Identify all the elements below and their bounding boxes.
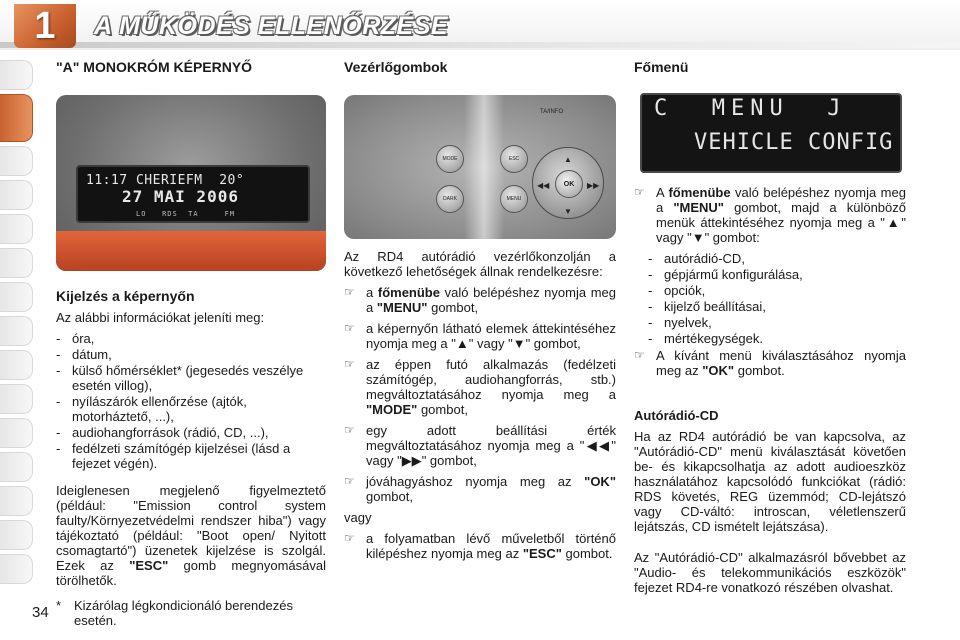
text: gombot,: [420, 402, 468, 417]
text: jóváhagyáshoz nyomja meg az: [366, 474, 572, 489]
text: gombot,: [431, 300, 479, 315]
text: A: [656, 185, 664, 200]
text: a: [366, 285, 374, 300]
list-item: - dátum,: [56, 347, 326, 362]
esc-key-label: "ESC": [129, 558, 169, 573]
column-controls: [344, 60, 616, 561]
text: " vagy ": [468, 336, 513, 351]
chapter-tab[interactable]: [0, 316, 33, 346]
footnote: [56, 598, 326, 628]
list-item: - nyelvek,: [648, 315, 906, 330]
bullet-browse: [344, 321, 616, 351]
dark-button[interactable]: DARK: [436, 185, 464, 213]
list-item: - opciók,: [648, 283, 906, 298]
forward-icon: ▶▶: [401, 453, 422, 468]
chapter-tab[interactable]: [0, 60, 33, 90]
chapter-tabs: [0, 60, 38, 588]
text: A kívánt menü kiválasztásához nyomja meg az: [656, 348, 906, 378]
chapter-tab[interactable]: [0, 384, 33, 414]
pointing-hand-icon: ☞: [344, 531, 355, 545]
text: gomb megnyomásával törölhetők.: [56, 558, 326, 588]
or-text: vagy: [344, 510, 372, 525]
display-intro: Az alábbi információkat jeleníti meg:: [56, 310, 265, 325]
mode-button[interactable]: MODE: [436, 145, 464, 173]
list-item: - nyílászárók ellenőrzése (ajtók, motorháztető, ...),: [56, 394, 326, 424]
ok-button[interactable]: OK: [555, 170, 583, 198]
text: való belépéshez nyomja meg a: [656, 185, 906, 215]
lcd-line-time-station: 11:17 CHERIEFM 20°: [86, 173, 245, 188]
text: a folyamatban lévő műveletből történő kilépéshez nyomja meg az: [366, 531, 616, 561]
pointing-hand-icon: ☞: [344, 357, 355, 371]
pointing-hand-icon: ☞: [344, 423, 355, 437]
chapter-tab[interactable]: [0, 350, 33, 380]
up-arrow-icon: ▲: [455, 336, 469, 351]
chapter-tab-active[interactable]: [0, 94, 33, 142]
header-stripe: [0, 42, 960, 48]
controls-photo: [344, 95, 616, 239]
text: a képernyőn látható elemek áttekintéséhez nyomja meg a ": [366, 321, 616, 351]
text: " gombot,: [525, 336, 581, 351]
bullet-main-menu: [344, 285, 616, 315]
list-item: - külső hőmérséklet* (jegesedés veszélye esetén villog),: [56, 363, 326, 393]
down-arrow-icon: ▼: [512, 336, 526, 351]
temporary-messages-paragraph: [56, 483, 326, 588]
chapter-tab[interactable]: [0, 418, 33, 448]
display-photo: [56, 95, 326, 271]
section-title-radio-cd: Autórádió-CD: [634, 408, 719, 423]
lcd-screen: [76, 165, 310, 223]
ok-key-label: "OK": [584, 474, 616, 489]
chapter-tab[interactable]: [0, 282, 33, 312]
text: való belépéshez nyomja meg a: [366, 285, 616, 315]
esc-button[interactable]: ESC: [500, 145, 528, 173]
navigation-pad[interactable]: [532, 147, 604, 219]
bullet-main-menu-enter: [634, 185, 906, 245]
esc-key-label: "ESC": [522, 546, 562, 561]
bullet-mode: [344, 357, 616, 417]
page-number: 34: [32, 604, 49, 621]
chapter-badge: 1: [14, 4, 76, 48]
pointing-hand-icon: ☞: [344, 285, 355, 299]
chapter-tab[interactable]: [0, 180, 33, 210]
menu-button[interactable]: MENU: [500, 185, 528, 213]
list-item: - autórádió-CD,: [648, 251, 906, 266]
list-item: - kijelző beállításai,: [648, 299, 906, 314]
text: Ideiglenesen megjelenő figyelmeztető (például: "Emission control system faulty/Környezetvédelmi rendszer hiba") vagy tájékoztató (például: "Boot open/ Nyitott csomagtartó") üzenetek kijelzése is szolgál. Ezek az: [56, 483, 326, 573]
up-arrow-icon[interactable]: ▲: [564, 155, 572, 164]
list-item: - óra,: [56, 331, 326, 346]
rewind-icon: ◀◀: [584, 438, 612, 453]
chapter-tab[interactable]: [0, 486, 33, 516]
text: " gombot,: [421, 453, 477, 468]
section-title-display-info: Kijelzés a képernyőn: [56, 288, 195, 304]
menu-display-line-menu: C MENU J: [654, 96, 847, 121]
ta-info-label: TA/INFO: [540, 109, 564, 115]
menu-display-photo: [640, 93, 902, 173]
chapter-tab[interactable]: [0, 248, 33, 278]
text: az éppen futó alkalmazás (fedélzeti számítógép, audiohangforrás, stb.) megváltoztatásához nyomja meg a: [366, 357, 616, 402]
bullet-exit: [344, 531, 616, 561]
text: gombot.: [565, 546, 613, 561]
section-title-main-menu: Főmenü: [634, 59, 689, 75]
footnote-star: *: [56, 598, 62, 613]
text: egy adott beállítási érték megváltoztatásához nyomja meg a ": [366, 423, 616, 453]
list-item: - gépjármű konfigurálása,: [648, 267, 906, 282]
text-bold: főmenübe: [668, 185, 731, 200]
list-item: - fedélzeti számítógép kijelzései (lásd a fejezet végén).: [56, 441, 326, 471]
page-header: [0, 0, 960, 50]
list-item: - audiohangforrások (rádió, CD, ...),: [56, 425, 326, 440]
display-info-list: [56, 331, 326, 471]
column-monochrome-display: [56, 60, 326, 628]
section-title-controls: Vezérlőgombok: [344, 59, 448, 75]
menu-key-label: "MENU": [673, 200, 724, 215]
section-title-monochrome: "A" MONOKRÓM KÉPERNYŐ: [56, 59, 253, 75]
radio-cd-paragraph: Ha az RD4 autórádió be van kapcsolva, az "Autórádió-CD" menü kiválasztását követően be- és kikapcsolhatja az adott audioeszköz használatához kapcsolódó funkciókat (rádió: RDS követés, REG üzemmód; CD-lejátszó vagy CD-váltó: introscan, véletlenszerű lejátszás, CD ismételt lejátszása).: [634, 429, 906, 534]
pointing-hand-icon: ☞: [344, 321, 355, 335]
bullet-change-value: [344, 423, 616, 468]
text: " vagy ": [656, 215, 906, 245]
menu-key-label: "MENU": [376, 300, 428, 315]
chapter-tab[interactable]: [0, 520, 33, 550]
main-menu-list: [648, 251, 906, 346]
pointing-hand-icon: ☞: [634, 348, 645, 362]
lcd-line-date: 27 MAI 2006: [122, 187, 239, 206]
text: " gombot:: [704, 230, 760, 245]
chapter-tab[interactable]: [0, 146, 33, 176]
down-arrow-icon[interactable]: ▼: [564, 207, 572, 216]
photo-glare: [464, 95, 504, 239]
page-title: A MŰKÖDÉS ELLENŐRZÉSE: [94, 12, 449, 40]
text-bold: főmenübe: [377, 285, 440, 300]
menu-display-line-config: VEHICLE CONFIG: [694, 130, 894, 155]
text: " vagy ": [366, 438, 616, 468]
chapter-tab[interactable]: [0, 214, 33, 244]
chapter-tab[interactable]: [0, 554, 33, 584]
list-item: - mértékegységek.: [648, 331, 906, 346]
text: gombot,: [366, 489, 413, 504]
bullet-confirm: [344, 474, 616, 504]
controls-intro: Az RD4 autórádió vezérlőkonzolján a következő lehetőségek állnak rendelkezésre:: [344, 249, 616, 279]
rewind-icon[interactable]: ◀◀: [537, 181, 550, 190]
ok-key-label: "OK": [702, 363, 735, 378]
chapter-tab[interactable]: [0, 452, 33, 482]
radio-cd-more-info: Az "Autórádió-CD" alkalmazásról bővebbet az "Audio- és telekommunikációs eszközök" fejezet RD4-re vonatkozó részében olvashat.: [634, 550, 906, 595]
down-arrow-icon: ▼: [691, 230, 705, 245]
column-main-menu: [634, 60, 906, 597]
pointing-hand-icon: ☞: [634, 185, 645, 199]
bullet-select-menu: [634, 348, 906, 378]
up-arrow-icon: ▲: [884, 215, 902, 230]
lcd-line-indicators: LO RDS TA FM: [136, 210, 236, 218]
text: gombot.: [737, 363, 785, 378]
pointing-hand-icon: ☞: [344, 474, 355, 488]
display-lower-strip: [56, 231, 326, 271]
text: gombot, majd a különböző menük áttekintéséhez nyomja meg a ": [656, 200, 906, 230]
footnote-text: Kizárólag légkondicionáló berendezés esetén.: [74, 598, 293, 628]
forward-icon[interactable]: ▶▶: [587, 181, 600, 190]
mode-key-label: "MODE": [366, 402, 418, 417]
